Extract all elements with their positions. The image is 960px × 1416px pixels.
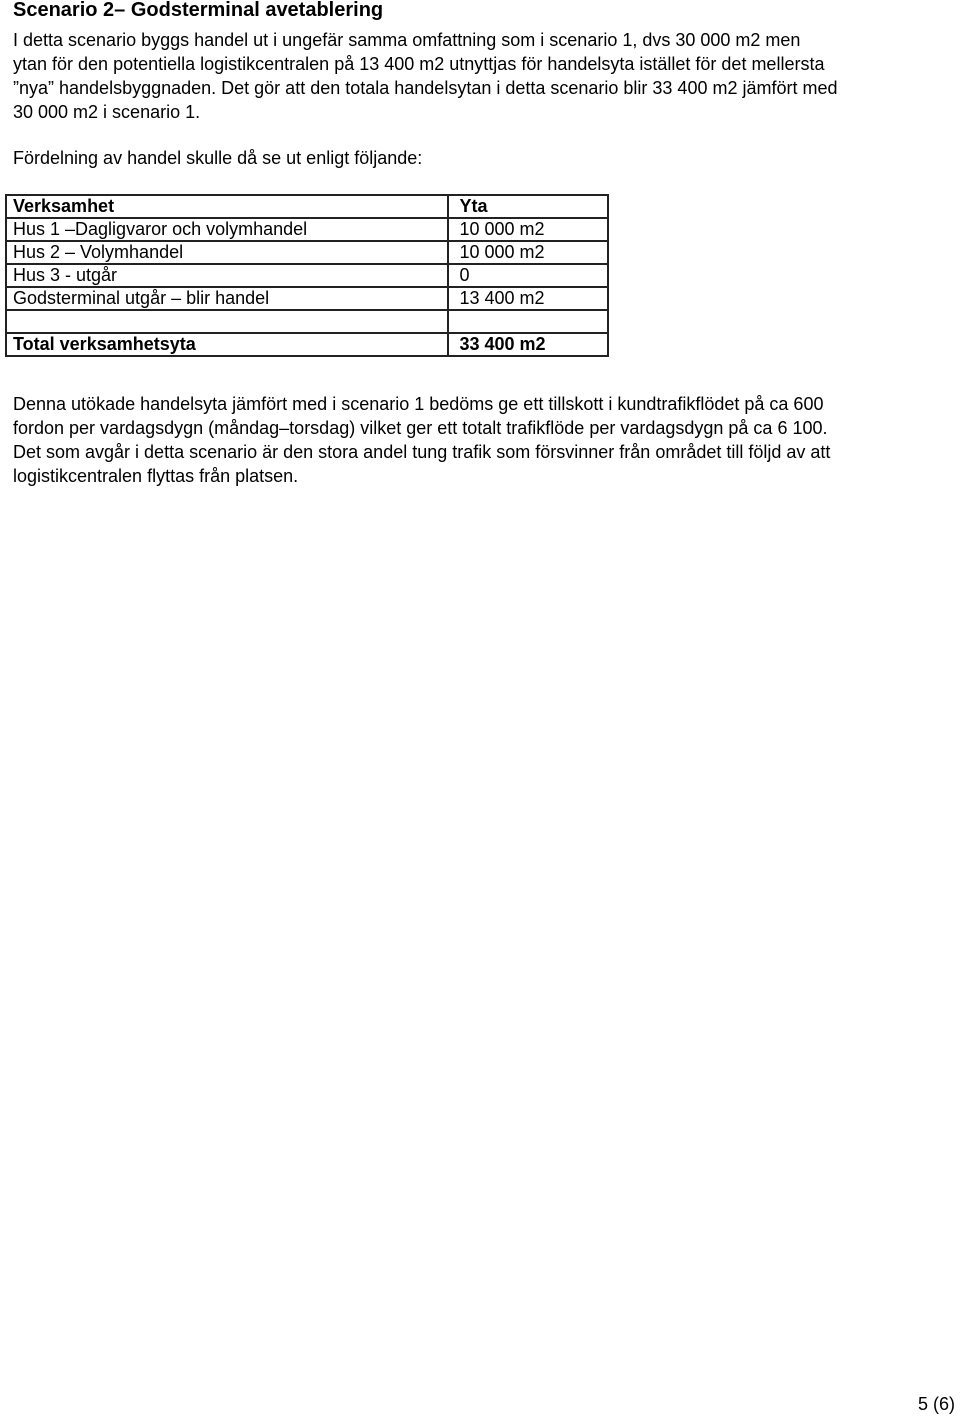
table-header-row: [6, 195, 608, 218]
table-row: [6, 264, 608, 287]
table-cell-area: 0: [448, 264, 608, 287]
header-yta: Yta: [448, 195, 608, 218]
table-cell-activity: Hus 3 - utgår: [6, 264, 448, 287]
table-cell-area: 10 000 m2: [448, 241, 608, 264]
table-cell-activity: [6, 310, 448, 333]
distribution-intro: [13, 146, 958, 170]
page-number: 5 (6): [918, 1394, 956, 1414]
table-cell-activity: Hus 2 – Volymhandel: [6, 241, 448, 264]
conclusion-line: Det som avgår i detta scenario är den stora andel tung trafik som försvinner från området till följd av att: [13, 442, 831, 462]
distribution-table: [5, 194, 609, 357]
conclusion-paragraph: [13, 392, 958, 488]
intro-line: ytan för den potentiella logistikcentralen på 13 400 m2 utnyttjas för handelsyta istället för det mellersta: [13, 54, 825, 74]
table-cell-area: [448, 310, 608, 333]
table-cell-activity: Godsterminal utgår – blir handel: [6, 287, 448, 310]
table-cell-area: 13 400 m2: [448, 287, 608, 310]
intro-paragraph: [13, 28, 958, 124]
intro-line: I detta scenario byggs handel ut i ungefär samma omfattning som i scenario 1, dvs 30 000 m2 men: [13, 30, 801, 50]
table-cell-area: 10 000 m2: [448, 218, 608, 241]
total-value: 33 400 m2: [448, 333, 608, 356]
conclusion-line: Denna utökade handelsyta jämfört med i scenario 1 bedöms ge ett tillskott i kundtrafikflödet på ca 600: [13, 394, 824, 414]
intro-line: 30 000 m2 i scenario 1.: [13, 102, 201, 122]
total-label: Total verksamhetsyta: [6, 333, 448, 356]
table-row: [6, 218, 608, 241]
conclusion-line: fordon per vardagsdygn (måndag–torsdag) vilket ger ett totalt trafikflöde per vardagsdygn på ca 6 100.: [13, 418, 828, 438]
table-total-row: [6, 333, 608, 356]
table-row: [6, 287, 608, 310]
intro-line: ”nya” handelsbyggnaden. Det gör att den totala handelsytan i detta scenario blir 33 400 m2 jämfört med: [13, 78, 838, 98]
table-row: [6, 241, 608, 264]
distribution-intro-text: Fördelning av handel skulle då se ut enligt följande:: [13, 148, 423, 168]
table-row-empty: [6, 310, 608, 333]
section-heading: Scenario 2– Godsterminal avetablering: [13, 0, 384, 21]
table-cell-activity: Hus 1 –Dagligvaror och volymhandel: [6, 218, 448, 241]
header-verksamhet: Verksamhet: [6, 195, 448, 218]
conclusion-line: logistikcentralen flyttas från platsen.: [13, 466, 299, 486]
